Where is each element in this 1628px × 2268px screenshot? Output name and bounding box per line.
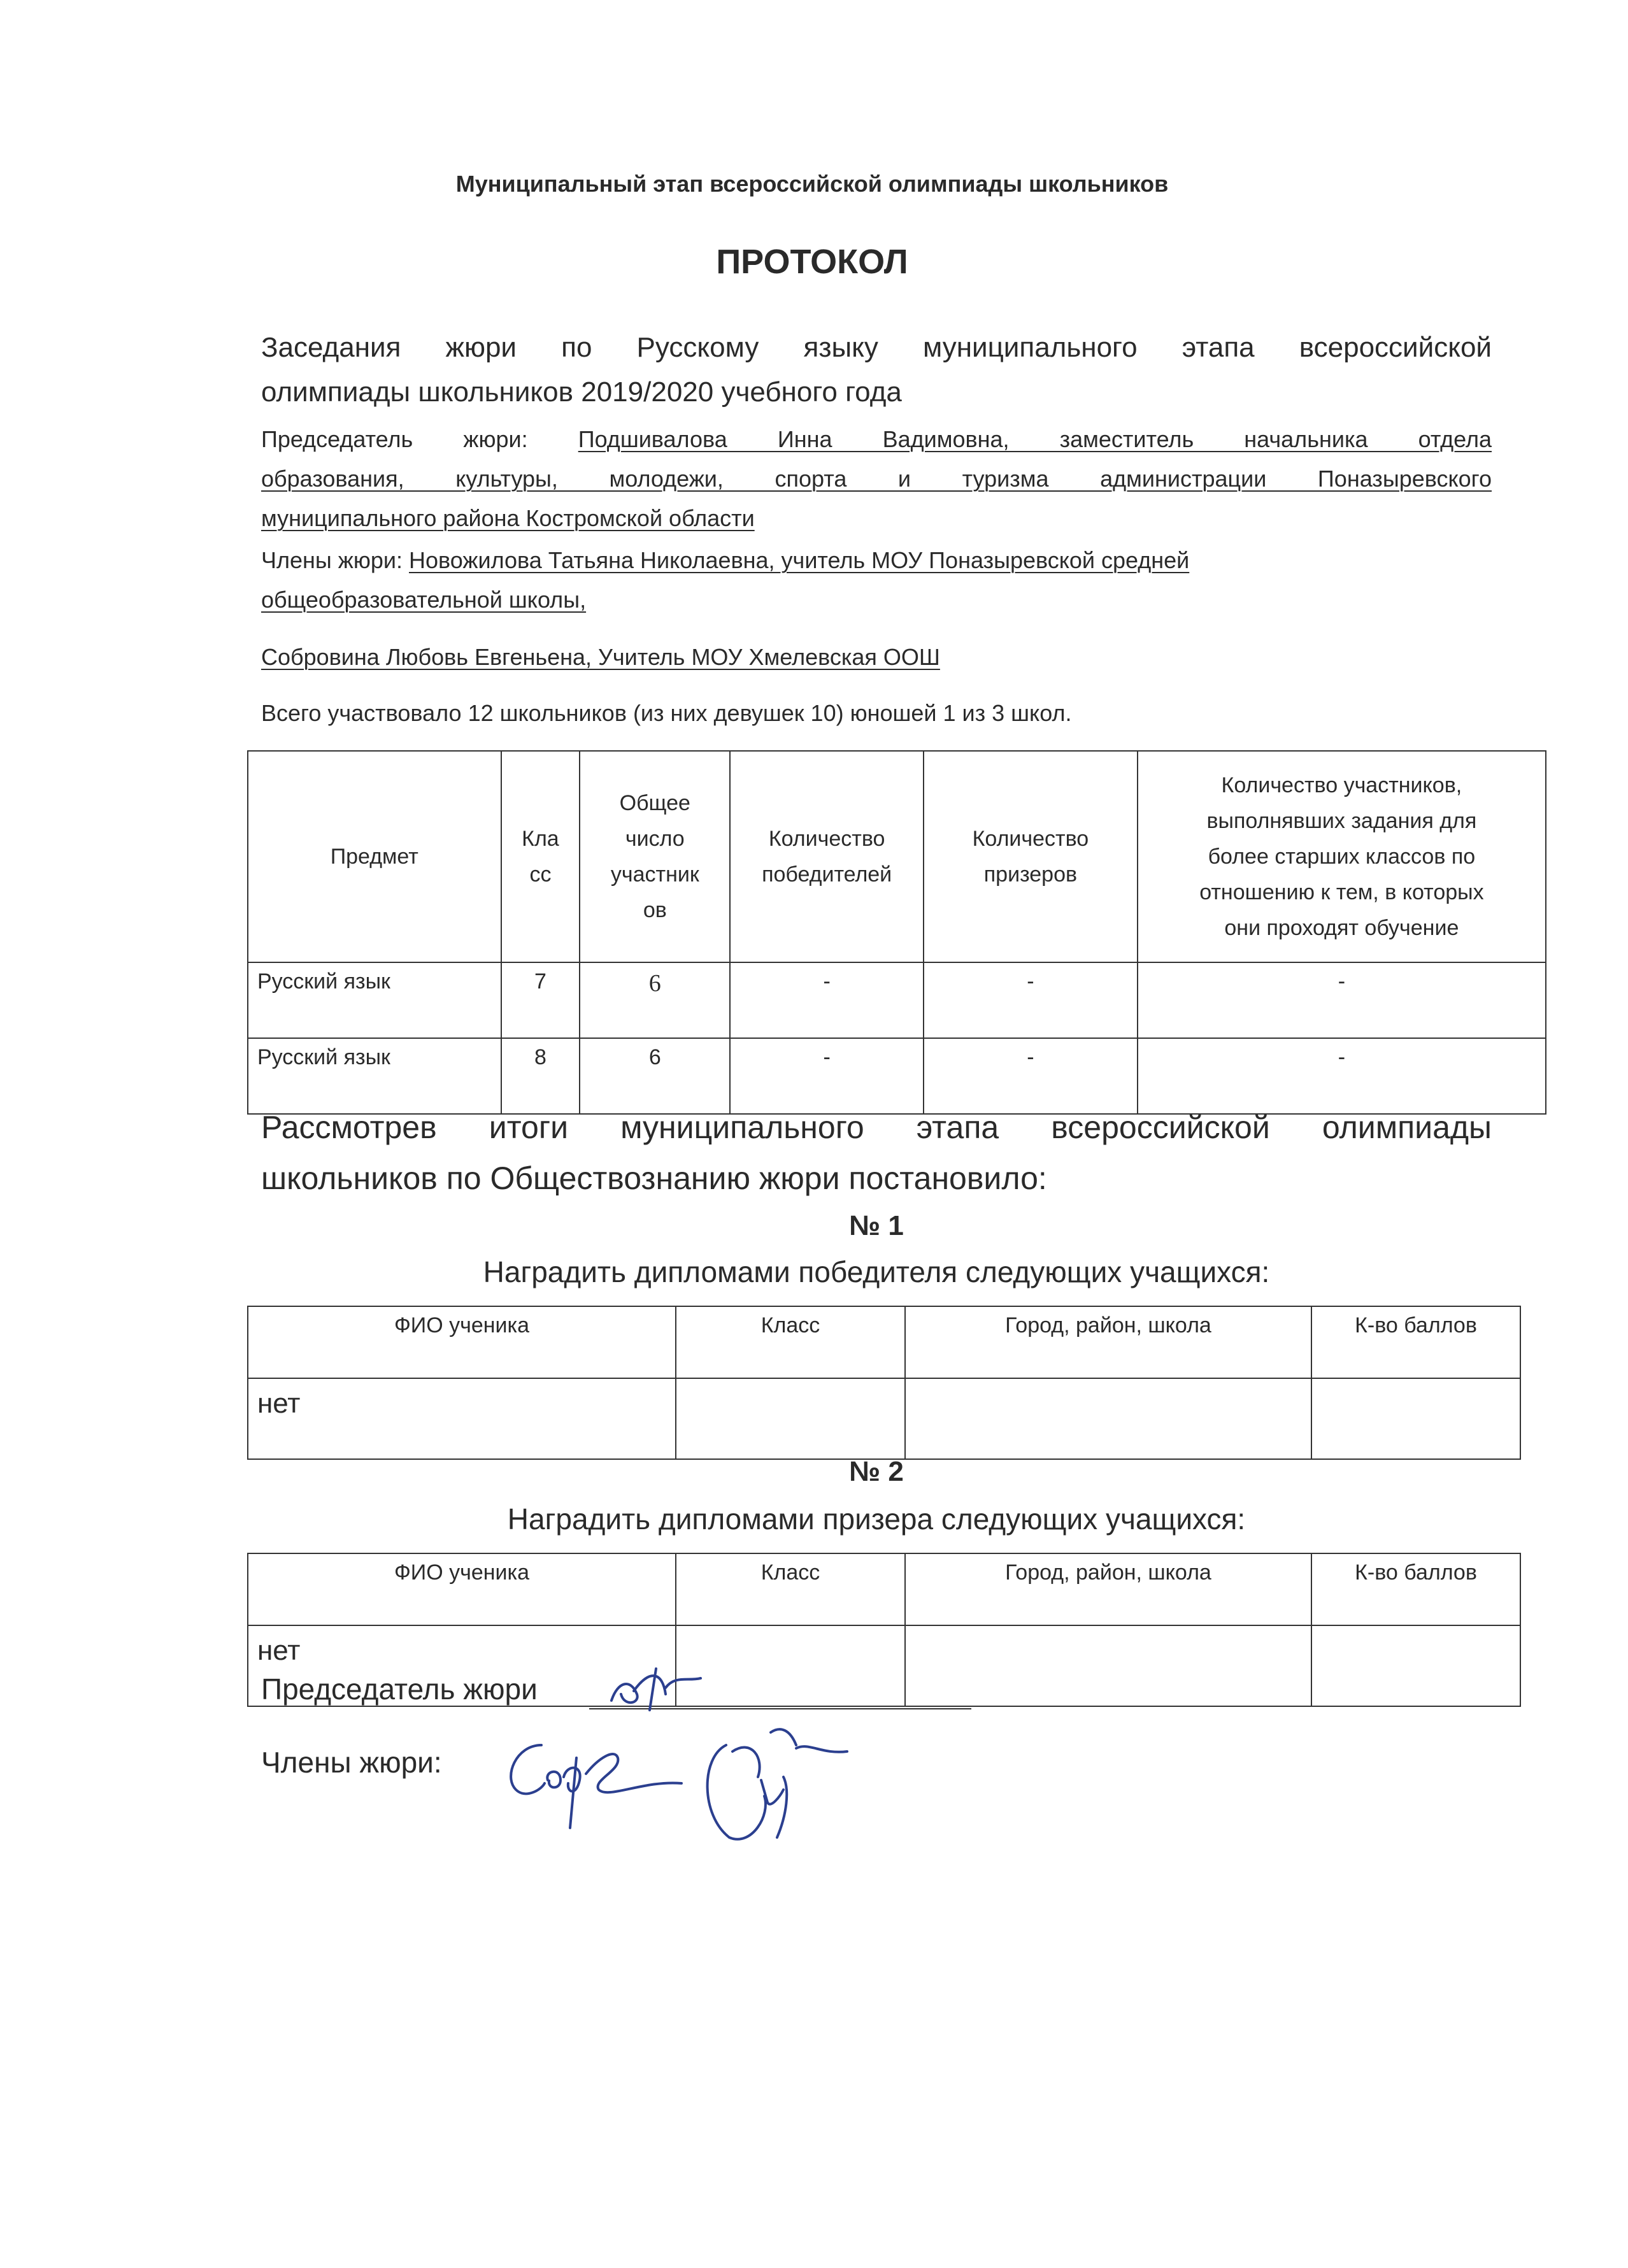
chair-signature xyxy=(605,1656,707,1713)
members-signature-label: Члены жюри: xyxy=(261,1746,442,1779)
table-header-cell xyxy=(1138,751,1546,962)
table-cell: 7 xyxy=(501,962,580,1038)
table-cell: - xyxy=(1138,962,1546,1038)
table-header-cell xyxy=(248,751,501,962)
table-row xyxy=(248,1378,1520,1459)
table-header-cell: К-во баллов xyxy=(1311,1306,1520,1378)
members-info-line3 xyxy=(261,637,1492,677)
chair-signature-label: Председатель жюри xyxy=(261,1672,538,1706)
table-cell: 6 xyxy=(580,962,730,1038)
decision-line2: школьников по Обществознанию жюри постановило: xyxy=(261,1160,1047,1196)
chair-info-line1 xyxy=(261,419,1492,459)
table-header-cell xyxy=(924,751,1138,962)
session-description-line1: Заседания жюри по Русскому языку муниципального этапа всероссийской xyxy=(261,332,1492,363)
document-title: ПРОТОКОЛ xyxy=(716,243,908,281)
member-signature-2 xyxy=(694,1720,860,1847)
table-cell: 6 xyxy=(580,1038,730,1114)
member-name-2: Собровина Любовь Евгеньена, Учитель МОУ Хмелевская ООШ xyxy=(261,644,940,670)
table-cell: Русский язык xyxy=(248,962,501,1038)
table-header-cell xyxy=(580,751,730,962)
members-info-line2 xyxy=(261,580,1492,620)
table-header-cell xyxy=(501,751,580,962)
section-number-1: № 1 xyxy=(849,1210,904,1241)
table-cell xyxy=(1311,1378,1520,1459)
chair-info-line2: образования, культуры, молодежи, спорта и туризма администрации Поназыревского xyxy=(261,466,1492,492)
table-cell: - xyxy=(1138,1038,1546,1114)
table-cell: - xyxy=(730,1038,924,1114)
section-number-2: № 2 xyxy=(849,1456,904,1487)
winners-table xyxy=(247,1306,1521,1460)
header-text: Количество победителей xyxy=(762,827,892,887)
table-cell: - xyxy=(924,1038,1138,1114)
table-header-cell: Город, район, школа xyxy=(905,1553,1311,1625)
header-text: Количество призеров xyxy=(972,827,1089,887)
table-header-row xyxy=(248,751,1546,962)
table-cell: 8 xyxy=(501,1038,580,1114)
chair-label: Председатель жюри: xyxy=(261,426,528,452)
header-text: Общее число участник ов xyxy=(610,791,699,922)
chair-name: Подшивалова Инна Вадимовна, заместитель начальника отдела xyxy=(578,426,1492,452)
participants-stats-table xyxy=(247,750,1546,1115)
table-cell xyxy=(1311,1625,1520,1706)
chair-district: муниципального района Костромской области xyxy=(261,505,755,531)
table-header-cell: ФИО ученика xyxy=(248,1553,676,1625)
table-header-row xyxy=(248,1306,1520,1378)
table-cell xyxy=(905,1625,1311,1706)
table-cell: - xyxy=(730,962,924,1038)
table-header-row xyxy=(248,1553,1520,1625)
table-cell: Русский язык xyxy=(248,1038,501,1114)
table-header-cell: Класс xyxy=(676,1553,905,1625)
members-info-line1 xyxy=(261,540,1492,580)
header-text: Кла сс xyxy=(522,827,559,887)
document-header: Муниципальный этап всероссийской олимпиады школьников xyxy=(455,171,1169,197)
table-cell xyxy=(905,1378,1311,1459)
table-header-cell: К-во баллов xyxy=(1311,1553,1520,1625)
table-cell: нет xyxy=(248,1625,676,1706)
prizewinners-title: Наградить дипломами призера следующих учащихся: xyxy=(507,1502,1246,1536)
members-label: Члены жюри: xyxy=(261,547,403,573)
member-signature-1 xyxy=(497,1720,701,1841)
table-header-cell xyxy=(730,751,924,962)
member-school-1: общеобразовательной школы, xyxy=(261,587,587,613)
table-cell: - xyxy=(924,962,1138,1038)
table-cell: нет xyxy=(248,1378,676,1459)
chair-info-line3 xyxy=(261,498,1492,538)
header-text: Количество участников, выполнявших задания для более старших классов по отношению к тем, в которых они проходят обучение xyxy=(1199,773,1484,940)
table-cell xyxy=(676,1625,905,1706)
member-name-1: Новожилова Татьяна Николаевна, учитель МОУ Поназыревской средней xyxy=(409,547,1190,573)
table-header-cell: Город, район, школа xyxy=(905,1306,1311,1378)
table-cell xyxy=(676,1378,905,1459)
header-text: Предмет xyxy=(330,845,418,869)
winners-title: Наградить дипломами победителя следующих учащихся: xyxy=(483,1255,1270,1288)
table-row xyxy=(248,962,1546,1038)
table-header-cell: ФИО ученика xyxy=(248,1306,676,1378)
participants-total: Всего участвовало 12 школьников (из них девушек 10) юношей 1 из 3 школ. xyxy=(261,700,1072,726)
decision-line1: Рассмотрев итоги муниципального этапа всероссийской олимпиады xyxy=(261,1109,1492,1145)
table-header-cell: Класс xyxy=(676,1306,905,1378)
session-description-line2: олимпиады школьников 2019/2020 учебного года xyxy=(261,376,902,408)
